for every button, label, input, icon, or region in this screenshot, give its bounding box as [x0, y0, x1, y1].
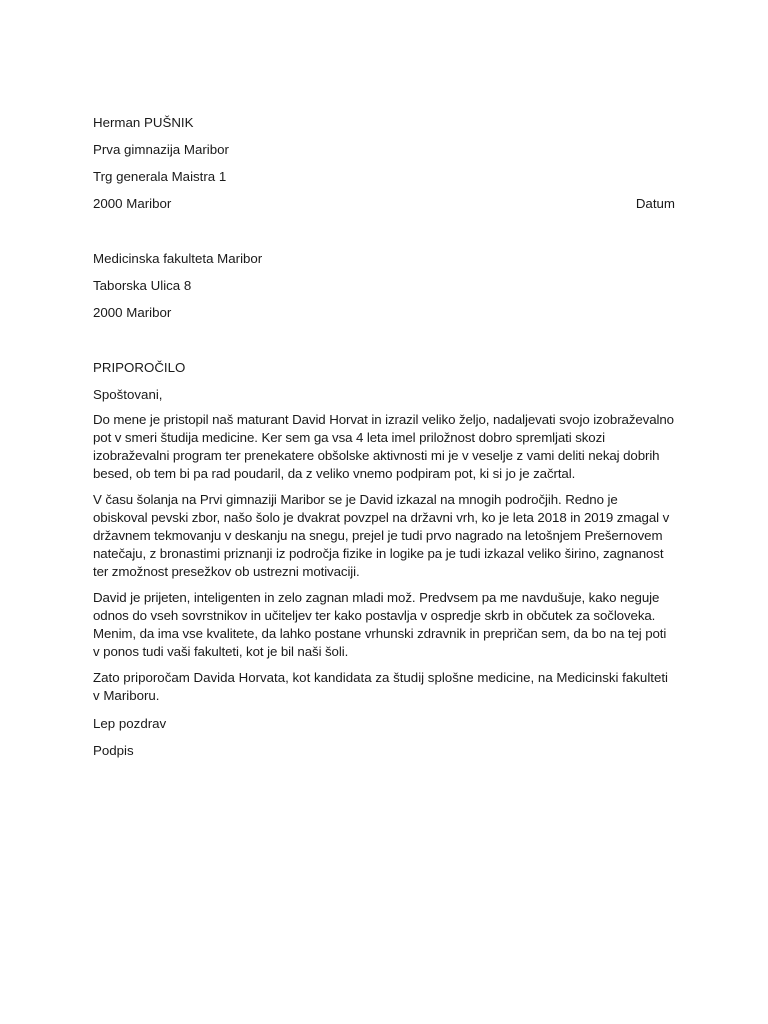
- recipient-institution: Medicinska fakulteta Maribor: [93, 251, 263, 266]
- body-paragraph-4: Zato priporočam Davida Horvata, kot kandidata za študij splošne medicine, na Medicinski fakulteti v Mariboru.: [93, 670, 669, 703]
- salutation: Spoštovani,: [93, 387, 163, 402]
- sender-street: Trg generala Maistra 1: [93, 169, 227, 184]
- recipient-city: 2000 Maribor: [93, 305, 172, 320]
- sender-city: 2000 Maribor: [93, 196, 172, 211]
- sender-city-row: [93, 193, 675, 220]
- signature: Podpis: [93, 743, 134, 758]
- body-paragraph-1: Do mene je pristopil naš maturant David Horvat in izrazil veliko željo, nadaljevati svojo izobraževalno pot v smeri študija medicine. Ker sem ga vsa 4 leta imel priložnost dobro spremljati skozi izobraževalni program ter prenekatere obšolske aktivnosti mi je v veselje z vami deliti nekaj dobrih besed, ob tem bi pa rad poudaril, da z veliko vnemo podpiram pot, ki si jo je začrtal.: [93, 412, 674, 481]
- sender-name: Herman PUŠNIK: [93, 115, 194, 130]
- letter-title: PRIPOROČILO: [93, 360, 186, 375]
- body-paragraph-3: David je prijeten, inteligenten in zelo zagnan mladi mož. Predvsem pa me navdušuje, kako neguje odnos do vseh sovrstnikov in učiteljev ter kako postavlja v ospredje skrb in občutek za sočloveka. Menim, da ima vse kvalitete, da lahko postane vrhunski zdravnik in prepričan sem, da bo na tej poti v ponos tudi vaši fakulteti, kot je bil naši šoli.: [93, 590, 667, 659]
- date-label: Datum: [635, 196, 675, 211]
- sender-school: Prva gimnazija Maribor: [93, 142, 229, 157]
- recipient-street: Taborska Ulica 8: [93, 278, 192, 293]
- body-paragraph-2: V času šolanja na Prvi gimnaziji Maribor se je David izkazal na mnogih področjih. Redno je obiskoval pevski zbor, našo šolo je dvakrat povzpel na državni vrh, ko je leta 2018 in 2019 zmagal v državnem tekmovanju v deskanju na snegu, prejel je tudi prvo nagrado na letošnjem Prešernovem natečaju, z bronastimi priznanji iz področja fizike in logike pa je tudi izkazal veliko širino, zagnanost ter zmožnost presežkov ob ustrezni motivaciji.: [93, 492, 670, 579]
- spacer: [93, 220, 675, 248]
- letter-page: [93, 112, 675, 767]
- closing: Lep pozdrav: [93, 716, 167, 731]
- spacer: [93, 329, 675, 357]
